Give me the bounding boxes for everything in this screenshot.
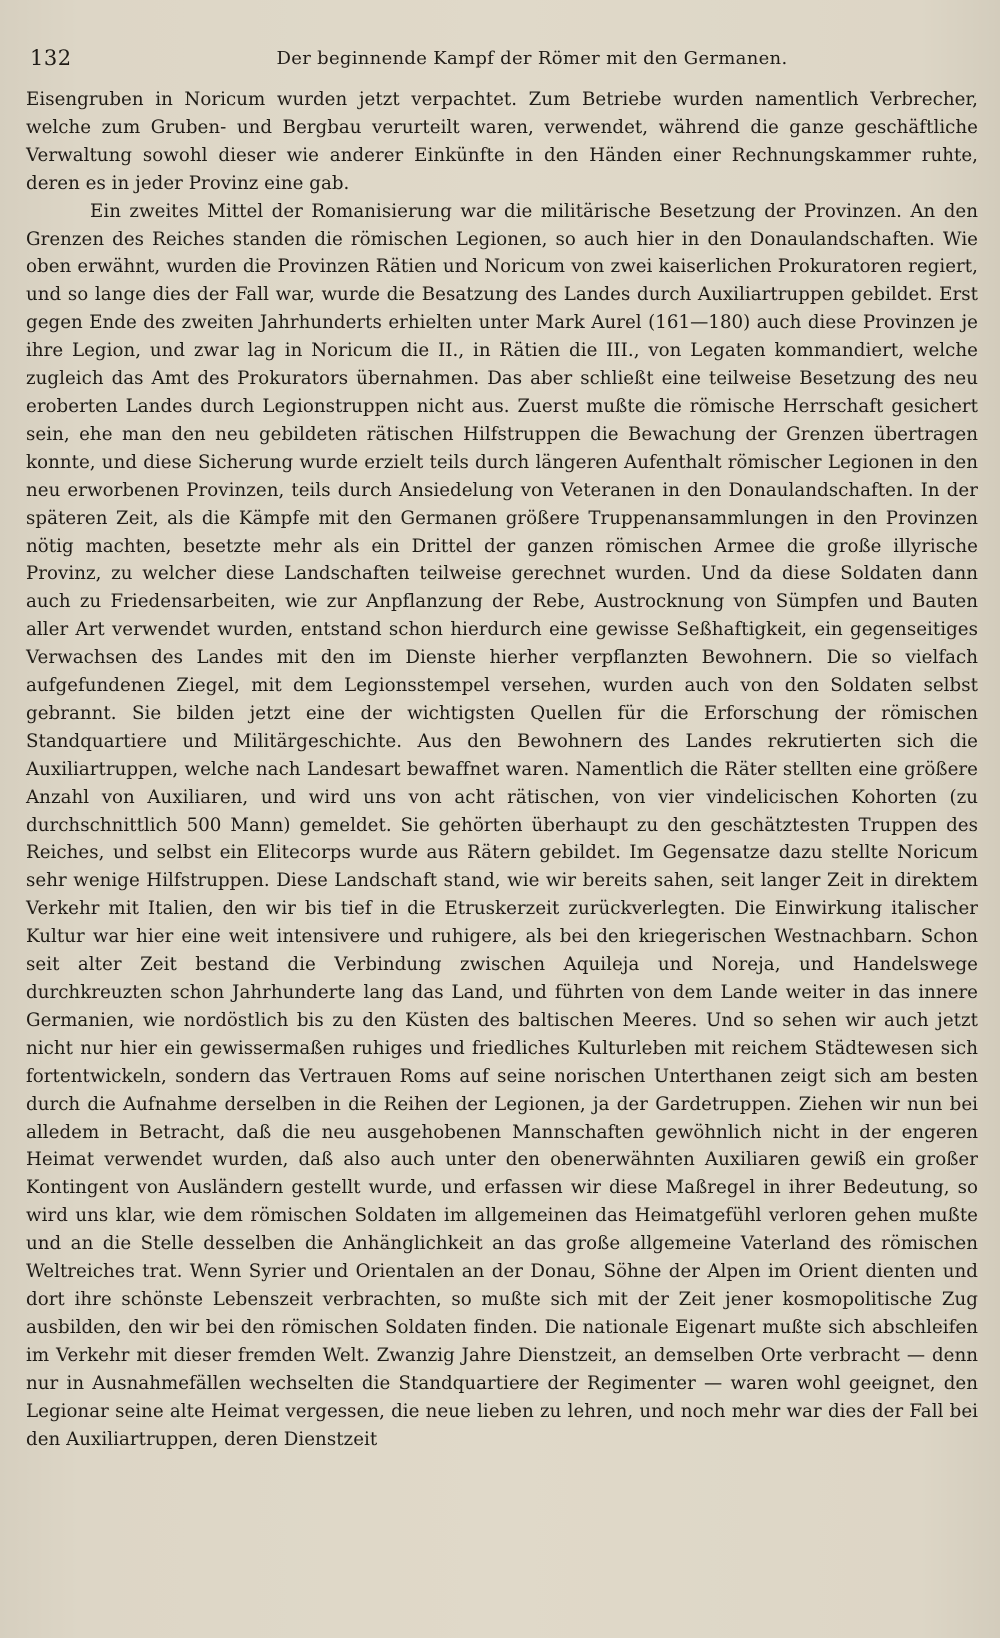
page-header <box>26 46 978 86</box>
paragraph: Ein zweites Mittel der Romanisierung war die militärische Besetzung der Provinzen. An den Grenzen des Reiches standen die römischen Legionen, so auch hier in den Donaulandschaften. Wie oben erwähnt, wurden die Provinzen Rätien und Noricum von zwei kaiserlichen Prokuratoren regiert, und so lange dies der Fall war, wurde die Besatzung des Landes durch Auxiliartruppen gebildet. Erst gegen Ende des zweiten Jahrhunderts erhielten unter Mark Aurel (161—180) auch diese Provinzen je ihre Legion, und zwar lag in Noricum die II., in Rätien die III., von Legaten kommandiert, welche zugleich das Amt des Prokurators übernahmen. Das aber schließt eine teilweise Besetzung des neu eroberten Landes durch Legionstruppen nicht aus. Zuerst mußte die römische Herrschaft gesichert sein, ehe man den neu gebildeten rätischen Hilfstruppen die Bewachung der Grenzen übertragen konnte, und diese Sicherung wurde erzielt teils durch längeren Aufenthalt römischer Legionen in den neu erworbenen Provinzen, teils durch Ansiedelung von Veteranen in den Donaulandschaften. In der späteren Zeit, als die Kämpfe mit den Germanen größere Truppenansammlungen in den Provinzen nötig machten, besetzte mehr als ein Drittel der ganzen römischen Armee die große illyrische Provinz, zu welcher diese Landschaften teilweise gerechnet wurden. Und da diese Soldaten dann auch zu Friedensarbeiten, wie zur Anpflanzung der Rebe, Austrocknung von Sümpfen und Bauten aller Art verwendet wurden, entstand schon hierdurch eine gewisse Seßhaftigkeit, ein gegenseitiges Verwachsen des Landes mit den im Dienste hierher verpflanzten Bewohnern. Die so vielfach aufgefundenen Ziegel, mit dem Legionsstempel versehen, wurden auch von den Soldaten selbst gebrannt. Sie bilden jetzt eine der wichtigsten Quellen für die Erforschung der römischen Standquartiere und Militärgeschichte. Aus den Bewohnern des Landes rekrutierten sich die Auxiliartruppen, welche nach Landesart bewaffnet waren. Namentlich die Räter stellten eine größere Anzahl von Auxiliaren, und wird uns von acht rätischen, von vier vindelicischen Kohorten (zu durchschnittlich 500 Mann) gemeldet. Sie gehörten überhaupt zu den geschätztesten Truppen des Reiches, und selbst ein Elitecorps wurde aus Rätern gebildet. Im Gegensatze dazu stellte Noricum sehr wenige Hilfstruppen. Diese Landschaft stand, wie wir bereits sahen, seit langer Zeit in direktem Verkehr mit Italien, den wir bis tief in die Etruskerzeit zurückverlegten. Die Einwirkung italischer Kultur war hier eine weit intensivere und ruhigere, als bei den kriegerischen Westnachbarn. Schon seit alter Zeit bestand die Verbindung zwischen Aquileja und Noreja, und Handelswege durchkreuzten schon Jahrhunderte lang das Land, und führten von dem Lande weiter in das innere Germanien, wie nordöstlich bis zu den Küsten des baltischen Meeres. Und so sehen wir auch jetzt nicht nur hier ein gewissermaßen ruhiges und friedliches Kulturleben mit reichem Städtewesen sich fortentwickeln, sondern das Vertrauen Roms auf seine norischen Unterthanen zeigt sich am besten durch die Aufnahme derselben in die Reihen der Legionen, ja der Gardetruppen. Ziehen wir nun bei alledem in Betracht, daß die neu ausgehobenen Mannschaften gewöhnlich nicht in der engeren Heimat verwendet wurden, daß also auch unter den obenerwähnten Auxiliaren gewiß ein großer Kontingent von Ausländern gestellt wurde, und erfassen wir diese Maßregel in ihrer Bedeutung, so wird uns klar, wie dem römischen Soldaten im allgemeinen das Heimatgefühl verloren gehen mußte und an die Stelle desselben die Anhänglichkeit an das große allgemeine Vaterland des römischen Weltreiches trat. Wenn Syrier und Orientalen an der Donau, Söhne der Alpen im Orient dienten und dort ihre schönste Lebenszeit verbrachten, so mußte sich mit der Zeit jener kosmopolitische Zug ausbilden, den wir bei den römischen Soldaten finden. Die nationale Eigenart mußte sich abschleifen im Verkehr mit dieser fremden Welt. Zwanzig Jahre Dienstzeit, an demselben Orte verbracht — denn nur in Ausnahmefällen wechselten die Standquartiere der Regimenter — waren wohl geeignet, den Legionar seine alte Heimat vergessen, die neue lieben zu lehren, und noch mehr war dies der Fall bei den Auxiliartruppen, deren Dienstzeit <box>26 200 978 1450</box>
paragraph: Eisengruben in Noricum wurden jetzt verpachtet. Zum Betriebe wurden namentlich Verbrecher, welche zum Gruben- und Bergbau verurteilt waren, verwendet, während die ganze geschäftliche Verwaltung sowohl dieser wie anderer Einkünfte in den Händen einer Rechnungskammer ruhte, deren es in jeder Provinz eine gab. <box>26 89 978 194</box>
body-text <box>26 86 978 1453</box>
page-number: 132 <box>30 46 72 70</box>
running-title: Der beginnende Kampf der Römer mit den Germanen. <box>276 48 788 69</box>
